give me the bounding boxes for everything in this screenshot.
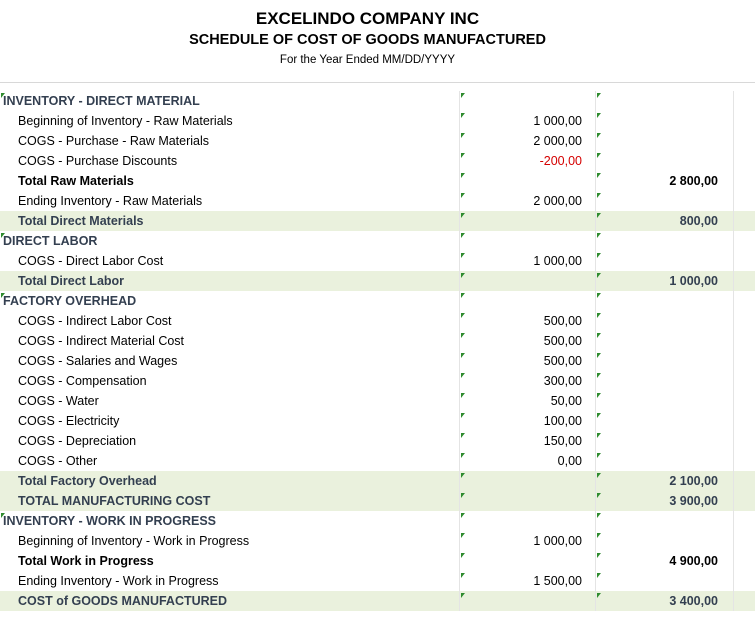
column-gridline <box>459 411 460 431</box>
column-gridline <box>595 111 596 131</box>
line-item-row[interactable] <box>0 111 755 131</box>
comment-marker-icon <box>597 213 601 218</box>
row-label: DIRECT LABOR <box>3 234 98 248</box>
row-amount: 150,00 <box>543 434 582 448</box>
line-item-row[interactable] <box>0 151 755 171</box>
column-gridline <box>733 551 734 571</box>
column-gridline <box>459 231 460 251</box>
total-row[interactable] <box>0 271 755 291</box>
row-label: FACTORY OVERHEAD <box>3 294 137 308</box>
column-gridline <box>459 291 460 311</box>
column-gridline <box>595 551 596 571</box>
row-total: 3 900,00 <box>669 494 718 508</box>
row-label: Beginning of Inventory - Work in Progress <box>18 534 250 548</box>
line-item-row[interactable] <box>0 371 755 391</box>
row-total: 800,00 <box>679 214 718 228</box>
section-header-row[interactable] <box>0 511 755 531</box>
comment-marker-icon <box>461 493 465 498</box>
row-label: COGS - Purchase Discounts <box>18 154 178 168</box>
row-label: Total Factory Overhead <box>18 474 157 488</box>
column-gridline <box>595 131 596 151</box>
row-label: COGS - Depreciation <box>18 434 137 448</box>
column-gridline <box>459 551 460 571</box>
column-gridline <box>595 591 596 611</box>
column-gridline <box>459 251 460 271</box>
row-label: Beginning of Inventory - Raw Materials <box>18 114 233 128</box>
line-item-row[interactable] <box>0 451 755 471</box>
column-gridline <box>733 271 734 291</box>
row-amount: 1 000,00 <box>533 254 582 268</box>
comment-marker-icon <box>597 313 601 318</box>
comment-marker-icon <box>461 533 465 538</box>
line-item-row[interactable] <box>0 571 755 591</box>
comment-marker-icon <box>461 133 465 138</box>
comment-marker-icon <box>461 113 465 118</box>
column-gridline <box>595 471 596 491</box>
line-item-row[interactable] <box>0 251 755 271</box>
comment-marker-icon <box>461 273 465 278</box>
column-gridline <box>595 151 596 171</box>
column-gridline <box>733 531 734 551</box>
column-gridline <box>595 491 596 511</box>
line-item-row[interactable] <box>0 391 755 411</box>
row-total: 2 800,00 <box>669 174 718 188</box>
row-label: INVENTORY - DIRECT MATERIAL <box>3 94 200 108</box>
column-gridline <box>459 431 460 451</box>
comment-marker-icon <box>461 313 465 318</box>
column-gridline <box>733 511 734 531</box>
comment-marker-icon <box>461 233 465 238</box>
comment-marker-icon <box>461 433 465 438</box>
row-amount: 500,00 <box>543 354 582 368</box>
column-gridline <box>595 451 596 471</box>
total-row[interactable] <box>0 551 755 571</box>
section-header-row[interactable] <box>0 231 755 251</box>
column-gridline <box>733 251 734 271</box>
comment-marker-icon <box>597 93 601 98</box>
comment-marker-icon <box>597 333 601 338</box>
comment-marker-icon <box>1 233 5 238</box>
column-gridline <box>459 111 460 131</box>
comment-marker-icon <box>461 413 465 418</box>
column-gridline <box>595 431 596 451</box>
line-item-row[interactable] <box>0 431 755 451</box>
row-amount: -200,00 <box>539 154 582 168</box>
column-gridline <box>733 311 734 331</box>
row-label: COGS - Other <box>18 454 98 468</box>
comment-marker-icon <box>597 553 601 558</box>
comment-marker-icon <box>461 373 465 378</box>
report-period: For the Year Ended MM/DD/YYYY <box>279 54 456 66</box>
comment-marker-icon <box>597 433 601 438</box>
total-row[interactable] <box>0 171 755 191</box>
comment-marker-icon <box>461 593 465 598</box>
row-amount: 2 000,00 <box>533 194 582 208</box>
column-gridline <box>595 351 596 371</box>
column-gridline <box>733 431 734 451</box>
column-gridline <box>459 591 460 611</box>
column-gridline <box>459 371 460 391</box>
comment-marker-icon <box>597 453 601 458</box>
comment-marker-icon <box>597 293 601 298</box>
line-item-row[interactable] <box>0 191 755 211</box>
column-gridline <box>459 491 460 511</box>
comment-marker-icon <box>461 393 465 398</box>
column-gridline <box>459 451 460 471</box>
row-label: COGS - Indirect Labor Cost <box>18 314 172 328</box>
line-item-row[interactable] <box>0 311 755 331</box>
report-title: SCHEDULE OF COST OF GOODS MANUFACTURED <box>189 32 546 48</box>
column-gridline <box>733 391 734 411</box>
total-row[interactable] <box>0 471 755 491</box>
row-amount: 300,00 <box>543 374 582 388</box>
column-gridline <box>595 251 596 271</box>
column-gridline <box>595 211 596 231</box>
line-item-row[interactable] <box>0 351 755 371</box>
comment-marker-icon <box>461 293 465 298</box>
column-gridline <box>595 531 596 551</box>
comment-marker-icon <box>597 153 601 158</box>
comment-marker-icon <box>461 353 465 358</box>
section-header-row[interactable] <box>0 291 755 311</box>
column-gridline <box>733 451 734 471</box>
row-total: 2 100,00 <box>669 474 718 488</box>
column-gridline <box>459 531 460 551</box>
total-row[interactable] <box>0 211 755 231</box>
column-gridline <box>459 211 460 231</box>
column-gridline <box>459 351 460 371</box>
row-label: TOTAL MANUFACTURING COST <box>18 494 211 508</box>
line-item-row[interactable] <box>0 131 755 151</box>
column-gridline <box>733 171 734 191</box>
row-label: COST of GOODS MANUFACTURED <box>18 594 228 608</box>
column-gridline <box>459 151 460 171</box>
row-amount: 500,00 <box>543 314 582 328</box>
row-total: 1 000,00 <box>669 274 718 288</box>
column-gridline <box>733 471 734 491</box>
comment-marker-icon <box>461 333 465 338</box>
column-gridline <box>733 411 734 431</box>
schedule-table <box>0 91 755 611</box>
row-label: INVENTORY - WORK IN PROGRESS <box>3 514 216 528</box>
column-gridline <box>595 371 596 391</box>
column-gridline <box>733 111 734 131</box>
comment-marker-icon <box>597 533 601 538</box>
row-total: 4 900,00 <box>669 554 718 568</box>
total-row[interactable] <box>0 591 755 611</box>
comment-marker-icon <box>597 353 601 358</box>
comment-marker-icon <box>597 233 601 238</box>
column-gridline <box>733 131 734 151</box>
row-label: Ending Inventory - Work in Progress <box>18 574 219 588</box>
column-gridline <box>595 331 596 351</box>
row-label: COGS - Salaries and Wages <box>18 354 178 368</box>
column-gridline <box>595 231 596 251</box>
column-gridline <box>459 511 460 531</box>
comment-marker-icon <box>1 513 5 518</box>
column-gridline <box>595 291 596 311</box>
comment-marker-icon <box>1 293 5 298</box>
section-header-row[interactable] <box>0 91 755 111</box>
column-gridline <box>733 91 734 111</box>
row-label: Total Work in Progress <box>18 554 154 568</box>
row-amount: 500,00 <box>543 334 582 348</box>
row-label: Total Direct Materials <box>18 214 144 228</box>
column-gridline <box>595 171 596 191</box>
column-gridline <box>459 171 460 191</box>
column-gridline <box>459 131 460 151</box>
comment-marker-icon <box>597 393 601 398</box>
row-amount: 1 000,00 <box>533 114 582 128</box>
column-gridline <box>595 311 596 331</box>
column-gridline <box>733 211 734 231</box>
column-gridline <box>459 471 460 491</box>
column-gridline <box>595 191 596 211</box>
row-amount: 100,00 <box>543 414 582 428</box>
column-gridline <box>459 331 460 351</box>
comment-marker-icon <box>461 213 465 218</box>
comment-marker-icon <box>597 133 601 138</box>
column-gridline <box>733 491 734 511</box>
column-gridline <box>733 151 734 171</box>
comment-marker-icon <box>461 453 465 458</box>
comment-marker-icon <box>1 93 5 98</box>
column-gridline <box>459 311 460 331</box>
row-label: COGS - Water <box>18 394 99 408</box>
column-gridline <box>733 571 734 591</box>
column-gridline <box>595 571 596 591</box>
comment-marker-icon <box>597 113 601 118</box>
column-gridline <box>733 371 734 391</box>
comment-marker-icon <box>461 173 465 178</box>
column-gridline <box>595 511 596 531</box>
comment-marker-icon <box>597 513 601 518</box>
comment-marker-icon <box>461 153 465 158</box>
row-amount: 2 000,00 <box>533 134 582 148</box>
column-gridline <box>459 571 460 591</box>
comment-marker-icon <box>597 413 601 418</box>
row-label: COGS - Compensation <box>18 374 147 388</box>
comment-marker-icon <box>597 253 601 258</box>
column-gridline <box>733 351 734 371</box>
column-gridline <box>459 391 460 411</box>
column-gridline <box>595 271 596 291</box>
comment-marker-icon <box>597 193 601 198</box>
comment-marker-icon <box>461 553 465 558</box>
comment-marker-icon <box>461 513 465 518</box>
comment-marker-icon <box>461 93 465 98</box>
column-gridline <box>459 271 460 291</box>
comment-marker-icon <box>461 193 465 198</box>
line-item-row[interactable] <box>0 331 755 351</box>
row-total: 3 400,00 <box>669 594 718 608</box>
column-gridline <box>459 191 460 211</box>
comment-marker-icon <box>461 573 465 578</box>
row-amount: 0,00 <box>557 454 582 468</box>
row-label: COGS - Direct Labor Cost <box>18 254 164 268</box>
row-label: COGS - Electricity <box>18 414 120 428</box>
company-name: EXCELINDO COMPANY INC <box>255 9 480 28</box>
column-gridline <box>733 591 734 611</box>
column-gridline <box>733 191 734 211</box>
column-gridline <box>459 91 460 111</box>
row-label: Total Raw Materials <box>18 174 134 188</box>
comment-marker-icon <box>597 373 601 378</box>
comment-marker-icon <box>597 173 601 178</box>
row-amount: 50,00 <box>550 394 582 408</box>
column-gridline <box>595 391 596 411</box>
total-row[interactable] <box>0 491 755 511</box>
comment-marker-icon <box>597 593 601 598</box>
row-label: Total Direct Labor <box>18 274 125 288</box>
column-gridline <box>733 291 734 311</box>
row-amount: 1 000,00 <box>533 534 582 548</box>
column-gridline <box>595 91 596 111</box>
row-label: COGS - Indirect Material Cost <box>18 334 185 348</box>
row-label: Ending Inventory - Raw Materials <box>18 194 203 208</box>
comment-marker-icon <box>597 273 601 278</box>
row-amount: 1 500,00 <box>533 574 582 588</box>
comment-marker-icon <box>597 493 601 498</box>
comment-marker-icon <box>461 473 465 478</box>
comment-marker-icon <box>597 573 601 578</box>
comment-marker-icon <box>597 473 601 478</box>
grid-divider <box>0 82 755 83</box>
comment-marker-icon <box>461 253 465 258</box>
line-item-row[interactable] <box>0 411 755 431</box>
column-gridline <box>595 411 596 431</box>
line-item-row[interactable] <box>0 531 755 551</box>
column-gridline <box>733 231 734 251</box>
row-label: COGS - Purchase - Raw Materials <box>18 134 210 148</box>
column-gridline <box>733 331 734 351</box>
